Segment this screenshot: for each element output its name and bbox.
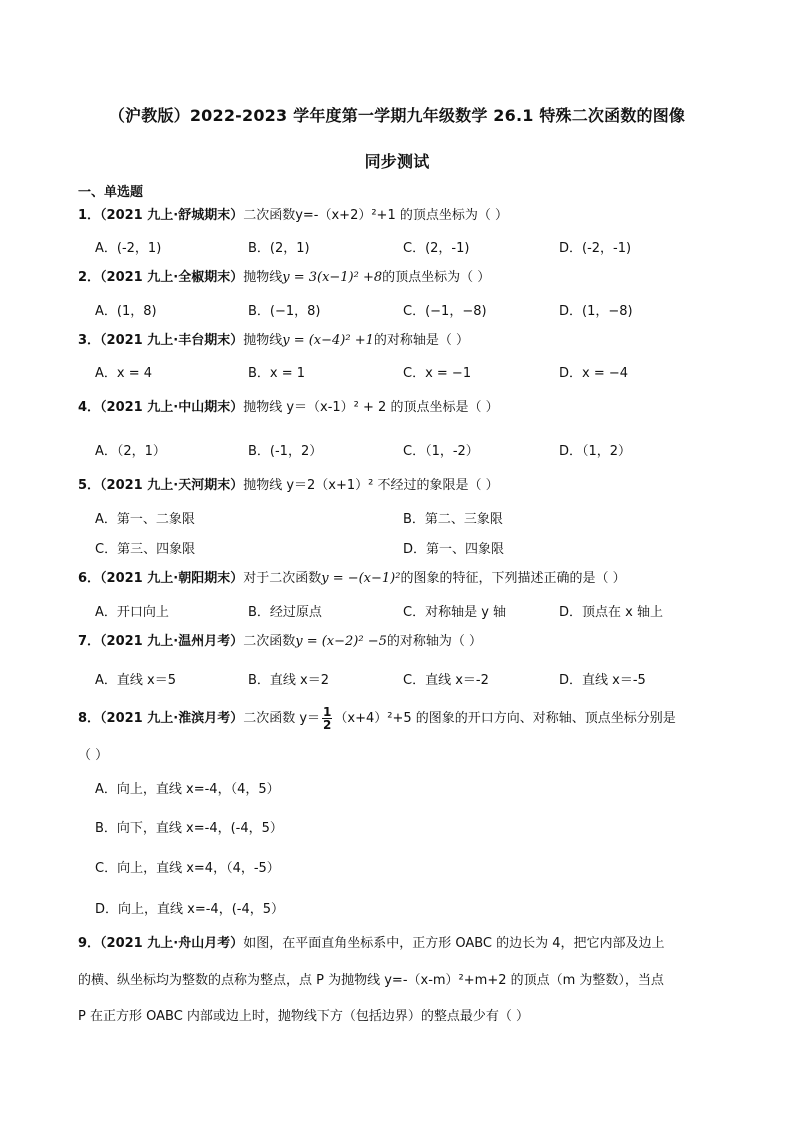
- math-expression: y = (x−2)² −5: [295, 634, 387, 649]
- option-a: A．第一、二象限: [95, 512, 195, 527]
- option-c: C．第三、四象限: [95, 542, 196, 557]
- option-a: A．开口向上: [95, 605, 169, 620]
- options-2: [95, 300, 735, 320]
- option-b: B．经过原点: [248, 605, 322, 620]
- option-b: B．(-1，2）: [248, 444, 323, 459]
- question-6: 6．（2021 九上·朝阳期末）对于二次函数y = −(x−1)²的图象的特征，下列描述正确的是（ ）: [78, 571, 626, 586]
- option-b: B．第二、三象限: [403, 512, 503, 527]
- option-d: D．(1，−8): [559, 304, 633, 319]
- question-source: （2021 九上·丰台期末）: [100, 333, 244, 348]
- question-9: 9．（2021 九上·舟山月考）如图，在平面直角坐标系中，正方形 OABC 的边长为 4，把它内部及边上: [78, 936, 665, 951]
- question-source: （2021 九上·天河期末）: [100, 478, 244, 493]
- question-stem: 抛物线 y＝2（x+1）² 不经过的象限是（ ）: [243, 478, 499, 493]
- option-d: D．(-2，-1): [559, 241, 632, 256]
- option-d: D．直线 x＝-5: [559, 673, 646, 688]
- question-source: （2021 九上·淮滨月考）: [100, 711, 244, 726]
- option-a: A．（2，1）: [95, 444, 166, 459]
- question-9-line2: 的横、纵坐标均为整数的点称为整点，点 P 为抛物线 y=-（x-m）²+m+2 的顶点（m 为整数），当点: [78, 973, 664, 988]
- question-stem: 抛物线 y＝（x-1）² + 2 的顶点坐标是（ ）: [243, 400, 499, 415]
- fraction: $\frac{1}{2}$: [323, 705, 332, 732]
- option-b: B．向下，直线 x=-4，(-4，5）: [95, 821, 283, 836]
- math-expression: y = −(x−1)²: [321, 571, 401, 586]
- question-source: （2021 九上·温州月考）: [100, 634, 244, 649]
- options-5-row1: [95, 508, 735, 528]
- option-a: A．x = 4: [95, 366, 153, 381]
- options-5-row2: [95, 538, 735, 558]
- question-8: 8．（2021 九上·淮滨月考）二次函数 y＝ $\frac{1}{2}$ （x+4）²+5 的图象的开口方向、对称轴、顶点坐标分别是: [78, 705, 676, 732]
- math-expression: y = 3(x−1)² +8: [282, 270, 383, 285]
- option-d: D．第一、四象限: [403, 542, 505, 557]
- option-c: C．对称轴是 y 轴: [403, 605, 507, 620]
- question-2: 2．（2021 九上·全椒期末）抛物线y = 3(x−1)² +8的顶点坐标为（ ）: [78, 270, 491, 285]
- question-source: （2021 九上·朝阳期末）: [100, 571, 244, 586]
- question-source: （2021 九上·中山期末）: [100, 400, 244, 415]
- option-a: A．(1，8): [95, 304, 157, 319]
- option-d: D．向上，直线 x=-4，(-4，5）: [95, 902, 284, 917]
- document-title-line2: 同步测试: [364, 152, 430, 171]
- options-7: [95, 669, 735, 689]
- option-b: B．(−1，8): [248, 304, 321, 319]
- question-source: （2021 九上·全椒期末）: [100, 270, 244, 285]
- option-a: A．(-2，1): [95, 241, 162, 256]
- option-a: A．向上，直线 x=-4，（4，5）: [95, 782, 280, 797]
- option-b: B．直线 x＝2: [248, 673, 330, 688]
- option-c: C．向上，直线 x=4，（4，-5）: [95, 861, 280, 876]
- question-source: （2021 九上·舟山月考）: [100, 936, 244, 951]
- math-expression: y = (x−4)² +1: [282, 333, 374, 348]
- question-3: 3．（2021 九上·丰台期末）抛物线y = (x−4)² +1的对称轴是（ ）: [78, 333, 470, 348]
- option-c: C．(2，-1): [403, 241, 470, 256]
- options-6: [95, 601, 735, 621]
- option-d: D．x = −4: [559, 366, 629, 381]
- option-d: D．（1，2）: [559, 444, 632, 459]
- option-c: C．直线 x＝-2: [403, 673, 489, 688]
- options-3: [95, 362, 735, 382]
- question-9-line3: P 在正方形 OABC 内部或边上时，抛物线下方（包括边界）的整点最少有（ ）: [78, 1009, 530, 1024]
- option-c: C．(−1，−8): [403, 304, 487, 319]
- option-c: C．x = −1: [403, 366, 472, 381]
- question-8-continuation: （ ）: [78, 748, 109, 763]
- option-d: D．顶点在 x 轴上: [559, 605, 663, 620]
- options-1: [95, 237, 735, 257]
- document-title: （沪教版）2022-2023 学年度第一学期九年级数学 26.1 特殊二次函数的图像: [108, 106, 686, 125]
- question-4: 4．（2021 九上·中山期末）抛物线 y＝（x-1）² + 2 的顶点坐标是（ ）: [78, 400, 499, 415]
- option-b: B．(2，1): [248, 241, 310, 256]
- question-7: 7．（2021 九上·温州月考）二次函数y = (x−2)² −5的对称轴为（ ）: [78, 634, 483, 649]
- question-source: （2021 九上·舒城期末）: [100, 208, 244, 223]
- option-b: B．x = 1: [248, 366, 306, 381]
- question-stem: 二次函数y=-（x+2）²+1 的顶点坐标为（ ）: [243, 208, 508, 223]
- option-c: C．（1，-2）: [403, 444, 479, 459]
- option-a: A．直线 x＝5: [95, 673, 176, 688]
- question-1: 1．（2021 九上·舒城期末）二次函数y=-（x+2）²+1 的顶点坐标为（ ）: [78, 208, 508, 223]
- question-5: 5．（2021 九上·天河期末）抛物线 y＝2（x+1）² 不经过的象限是（ ）: [78, 478, 499, 493]
- section-heading: 一、单选题: [78, 185, 144, 200]
- options-4: [95, 440, 735, 460]
